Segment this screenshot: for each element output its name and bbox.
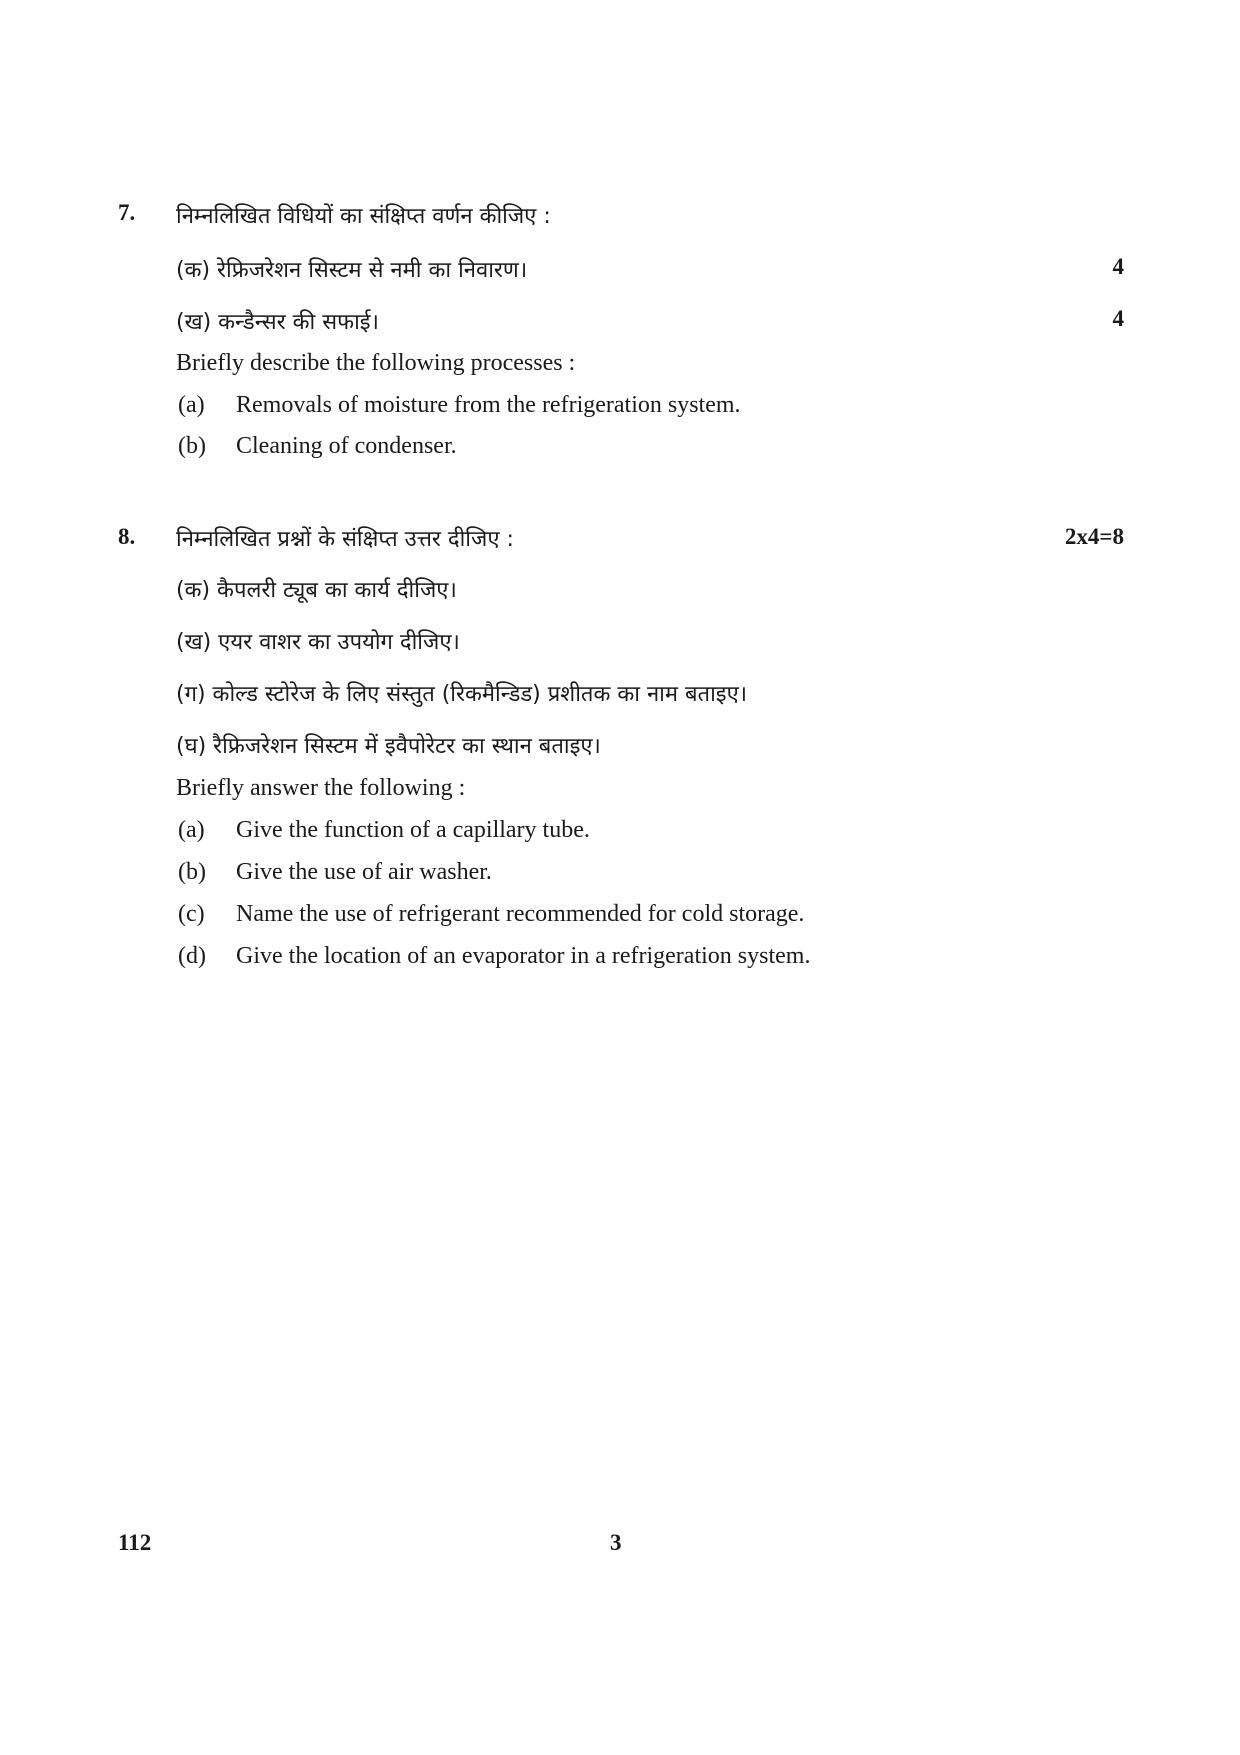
sub-question-label: (b) xyxy=(178,433,206,459)
english-sub-question: Removals of moisture from the refrigeration system. xyxy=(236,392,741,418)
hindi-sub-question: (क) कैपलरी ट्यूब का कार्य दीजिए। xyxy=(176,578,457,603)
hindi-sub-question: (ग) कोल्ड स्टोरेज के लिए संस्तुत (रिकमैन्डिड) प्रशीतक का नाम बताइए। xyxy=(176,682,748,707)
marks-label: 4 xyxy=(1112,254,1124,279)
hindi-sub-question: (ख) कन्डैन्सर की सफाई। xyxy=(176,310,379,335)
english-sub-question: Give the function of a capillary tube. xyxy=(236,817,590,843)
hindi-question-stem: निम्नलिखित विधियों का संक्षिप्त वर्णन कीजिए : xyxy=(176,204,551,229)
question-number: 7. xyxy=(118,200,136,225)
paper-code: 112 xyxy=(118,1530,152,1555)
page-number: 3 xyxy=(610,1530,622,1555)
marks-label: 2x4=8 xyxy=(1064,524,1124,549)
sub-question-label: (a) xyxy=(178,392,205,418)
hindi-sub-question: (घ) रैफ्रिजरेशन सिस्टम में इवैपोरेटर का स्थान बताइए। xyxy=(176,734,601,759)
english-sub-question: Give the use of air washer. xyxy=(236,859,492,885)
hindi-question-stem: निम्नलिखित प्रश्नों के संक्षिप्त उत्तर दीजिए : xyxy=(176,527,514,552)
english-sub-question: Cleaning of condenser. xyxy=(236,433,457,459)
marks-label: 4 xyxy=(1112,306,1124,331)
sub-question-label: (b) xyxy=(178,859,206,885)
english-sub-question: Name the use of refrigerant recommended for cold storage. xyxy=(236,901,805,927)
english-question-stem: Briefly answer the following : xyxy=(176,775,466,801)
question-number: 8. xyxy=(118,524,136,549)
sub-question-label: (c) xyxy=(178,901,205,927)
hindi-sub-question: (ख) एयर वाशर का उपयोग दीजिए। xyxy=(176,630,460,655)
english-sub-question: Give the location of an evaporator in a refrigeration system. xyxy=(236,943,811,969)
hindi-sub-question: (क) रेफ्रिजरेशन सिस्टम से नमी का निवारण। xyxy=(176,258,528,283)
sub-question-label: (a) xyxy=(178,817,205,843)
english-question-stem: Briefly describe the following processes : xyxy=(176,350,576,376)
sub-question-label: (d) xyxy=(178,943,206,969)
